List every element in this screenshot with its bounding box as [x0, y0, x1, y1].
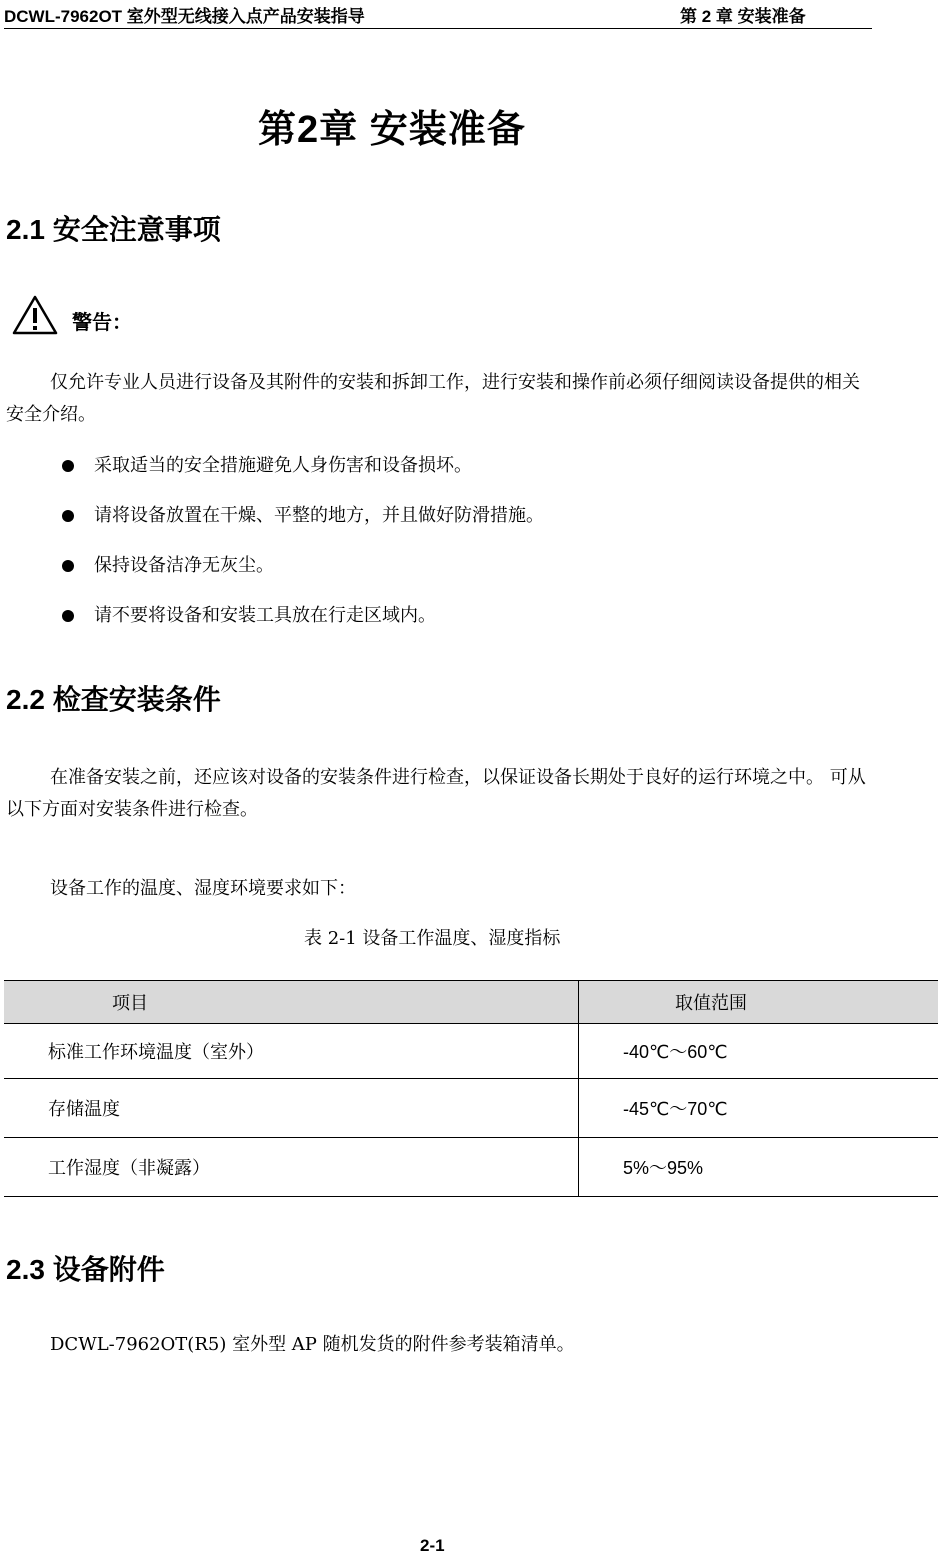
warning-label: 警告：	[72, 306, 132, 335]
bullet-text: 保持设备洁净无灰尘。	[94, 555, 274, 576]
table-cell-item: 标准工作环境温度（室外）	[4, 1024, 579, 1079]
section-heading-2-3: 2.3 设备附件	[6, 1248, 165, 1288]
install-conditions-paragraph: 在准备安装之前，还应该对设备的安装条件进行检查，以保证设备长期处于良好的运行环境之中。 可从以下方面对安装条件进行检查。	[6, 762, 872, 826]
environment-spec-table	[4, 980, 938, 1197]
page-header	[4, 0, 872, 29]
bullet-icon	[62, 460, 74, 472]
list-item	[62, 550, 544, 600]
safety-intro-paragraph: 仅允许专业人员进行设备及其附件的安装和拆卸工作，进行安装和操作前必须仔细阅读设备提供的相关安全介绍。	[6, 367, 872, 431]
table-cell-range: -45℃～70℃	[579, 1079, 938, 1138]
list-item	[62, 500, 544, 550]
table-row	[4, 1079, 938, 1138]
accessories-paragraph: DCWL-7962OT(R5) 室外型 AP 随机发货的附件参考装箱清单。	[6, 1329, 872, 1361]
section-heading-2-2: 2.2 检查安装条件	[6, 678, 221, 718]
table-header-row	[4, 981, 938, 1024]
table-cell-item: 存储温度	[4, 1079, 579, 1138]
table-cell-item: 工作湿度（非凝露）	[4, 1138, 579, 1197]
bullet-text: 请将设备放置在干燥、平整的地方，并且做好防滑措施。	[94, 505, 544, 526]
page-number: 2-1	[420, 1536, 445, 1556]
table-cell-range: 5%～95%	[579, 1138, 938, 1197]
bullet-icon	[62, 610, 74, 622]
table-row	[4, 1024, 938, 1079]
list-item	[62, 450, 544, 500]
safety-bullet-list	[62, 450, 544, 650]
warning-triangle-icon	[12, 294, 58, 336]
column-header-range: 取值范围	[579, 981, 938, 1024]
bullet-icon	[62, 510, 74, 522]
chapter-title: 第2章 安装准备	[258, 98, 526, 153]
list-item	[62, 600, 544, 650]
bullet-text: 请不要将设备和安装工具放在行走区域内。	[94, 605, 436, 626]
environment-requirements-paragraph: 设备工作的温度、湿度环境要求如下：	[6, 873, 872, 905]
bullet-icon	[62, 560, 74, 572]
table-cell-range: -40℃～60℃	[579, 1024, 938, 1079]
bullet-text: 采取适当的安全措施避免人身伤害和设备损坏。	[94, 455, 472, 476]
table-caption: 表 2-1 设备工作温度、湿度指标	[304, 924, 560, 950]
column-header-item: 项目	[4, 981, 579, 1024]
header-chapter: 第 2 章 安装准备	[680, 2, 806, 27]
table-row	[4, 1138, 938, 1197]
section-heading-2-1: 2.1 安全注意事项	[6, 208, 221, 248]
header-doc-title: DCWL-7962OT 室外型无线接入点产品安装指导	[4, 2, 365, 27]
